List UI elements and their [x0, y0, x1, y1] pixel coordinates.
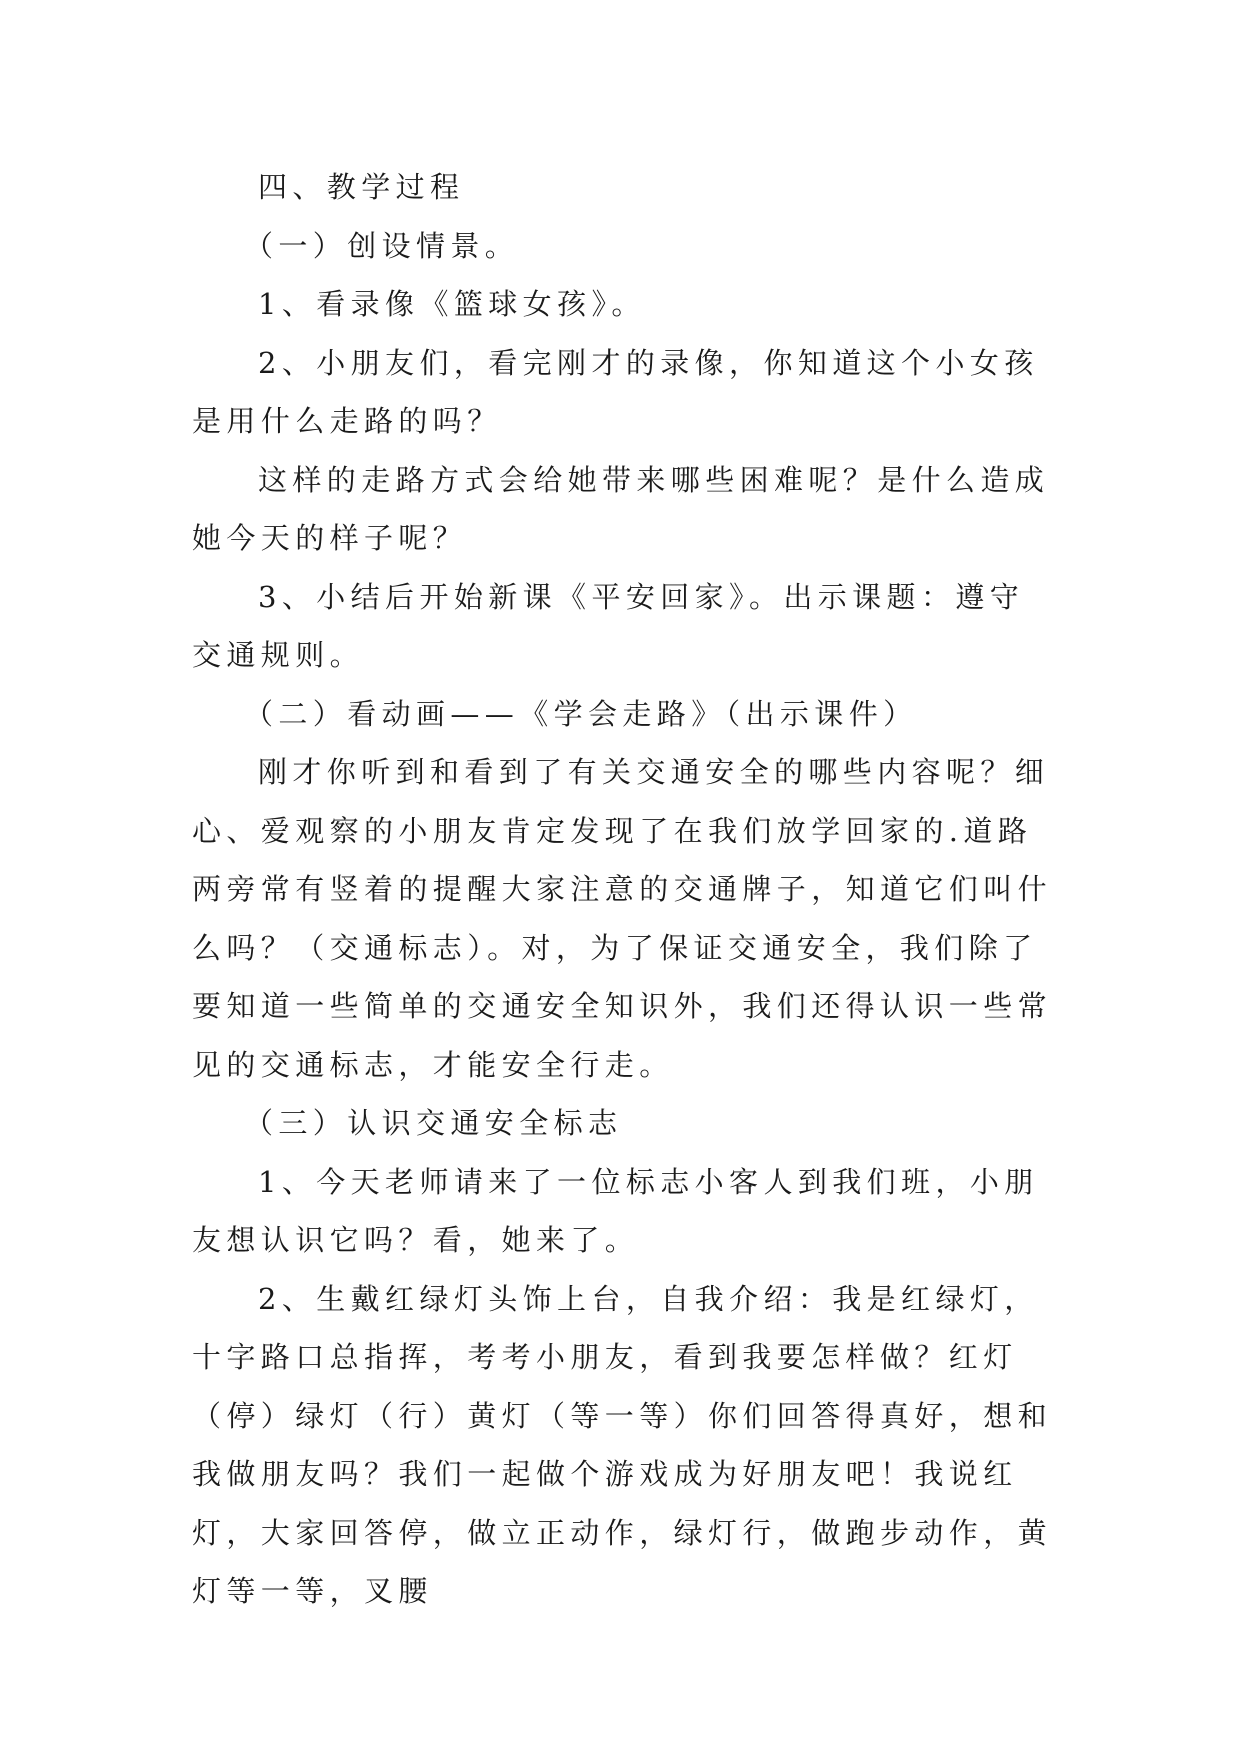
- paragraph-question: 这样的走路方式会给她带来哪些困难呢？是什么造成她今天的样子呢？: [192, 462, 1050, 555]
- paragraph-sign-guest: 1、今天老师请来了一位标志小客人到我们班，小朋友想认识它吗？看，她来了。: [192, 1164, 1039, 1257]
- subsection-heading-watch-animation: （二）看动画——《学会走路》（出示课件）: [244, 696, 918, 731]
- paragraph-traffic-signs-intro: 刚才你听到和看到了有关交通安全的哪些内容呢？细心、爱观察的小朋友肯定发现了在我们放学回家的.道路两旁常有竖着的提醒大家注意的交通牌子，知道它们叫什么吗？（交通标志）。对，为了保证交通安全，我们除了要知道一些简单的交通安全知识外，我们还得认识一些常见的交通标志，才能安全行走。: [192, 755, 1053, 1082]
- document-body: [192, 158, 1055, 1621]
- paragraph-item-1: 1、看录像《篮球女孩》。: [258, 287, 646, 321]
- paragraph-item-3: 3、小结后开始新课《平安回家》。出示课题：遵守交通规则。: [192, 579, 1025, 672]
- paragraph-item-2: 2、小朋友们，看完刚才的录像，你知道这个小女孩是用什么走路的吗？: [192, 345, 1039, 438]
- subsection-heading-create-scene: （一）创设情景。: [244, 228, 520, 263]
- section-heading-teaching-process: 四、教学过程: [258, 170, 465, 204]
- subsection-heading-recognize-signs: （三）认识交通安全标志: [244, 1106, 623, 1140]
- paragraph-traffic-light-game: 2、生戴红绿灯头饰上台，自我介绍：我是红绿灯，十字路口总指挥，考考小朋友，看到我要怎样做？红灯（停）绿灯（行）黄灯（等一等）你们回答得真好，想和我做朋友吗？我们一起做个游戏成为好朋友吧！我说红灯，大家回答停，做立正动作，绿灯行，做跑步动作，黄灯等一等，叉腰: [192, 1281, 1053, 1608]
